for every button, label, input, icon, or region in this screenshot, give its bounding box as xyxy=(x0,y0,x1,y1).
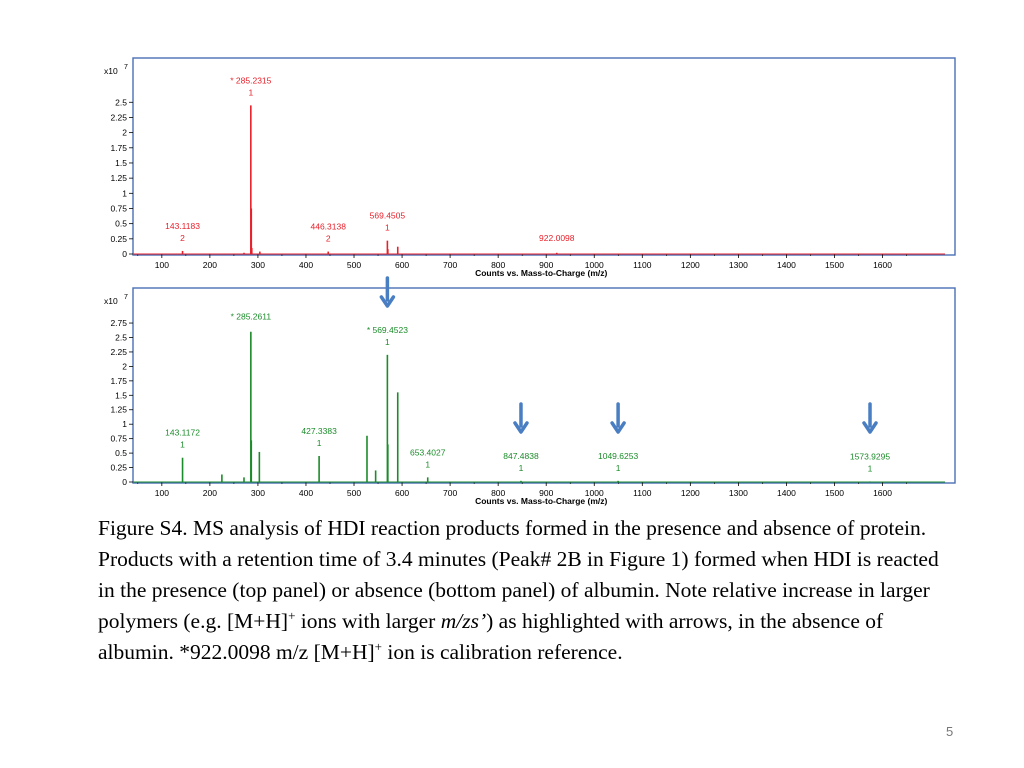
x-axis-label: Counts vs. Mass-to-Charge (m/z) xyxy=(475,268,608,278)
peak-label-mz: 143.1172 xyxy=(165,427,200,438)
peak-label-mz: 446.3138 xyxy=(310,221,346,232)
x-tick-label: 600 xyxy=(394,260,410,270)
exponent-label: x10 xyxy=(104,296,118,306)
x-tick-label: 1200 xyxy=(680,260,700,270)
y-tick-label: 1.75 xyxy=(110,375,127,386)
peak-label-mz: * 569.4523 xyxy=(366,324,408,335)
caption-text-3: ) as highlighted with arrows, in the absence of albumin. *922.0098 m/z [M+H] xyxy=(98,609,884,664)
exponent-power: 7 xyxy=(124,294,128,301)
peak-label-charge: 1 xyxy=(248,87,254,98)
x-tick-label: 1200 xyxy=(680,488,700,498)
x-tick-label: 900 xyxy=(539,260,554,270)
x-tick-label: 200 xyxy=(202,260,217,270)
x-tick-label: 900 xyxy=(539,488,554,498)
x-tick-label: 1500 xyxy=(825,488,844,498)
highlight-arrow-icon xyxy=(864,404,876,432)
exponent-label: x10 xyxy=(104,66,118,76)
peak-label-mz: * 285.2315 xyxy=(230,75,272,86)
x-tick-label: 100 xyxy=(154,488,169,498)
y-tick-label: 1.5 xyxy=(115,390,127,401)
bottom-panel-spectrum xyxy=(0,282,1024,512)
page-number: 5 xyxy=(946,724,954,739)
y-tick-label: 1 xyxy=(122,419,127,430)
peak-label-charge: 1 xyxy=(518,462,524,473)
x-tick-label: 1600 xyxy=(873,488,892,498)
caption-superscript-1: + xyxy=(288,607,296,623)
y-tick-label: 2.25 xyxy=(110,112,127,123)
x-tick-label: 1600 xyxy=(873,260,892,270)
y-tick-label: 2.75 xyxy=(110,318,127,329)
x-tick-label: 200 xyxy=(202,488,217,498)
x-tick-label: 700 xyxy=(443,260,458,270)
x-tick-label: 300 xyxy=(250,260,266,270)
x-tick-label: 300 xyxy=(250,488,266,498)
y-tick-label: 0.5 xyxy=(115,218,127,229)
y-tick-label: 0 xyxy=(122,249,127,259)
plot-frame xyxy=(133,58,955,255)
top-panel-spectrum xyxy=(0,50,1024,282)
peak-label-charge: 2 xyxy=(325,233,331,244)
x-tick-label: 1000 xyxy=(584,488,604,498)
peak-label-mz: 1573.9295 xyxy=(849,451,891,462)
y-tick-label: 0.5 xyxy=(115,448,127,459)
x-tick-label: 1400 xyxy=(776,260,796,270)
x-tick-label: 1100 xyxy=(633,488,652,498)
caption-italic: m/zs’ xyxy=(440,609,487,633)
peak-label-charge: 1 xyxy=(180,439,185,450)
peak-label-charge: 1 xyxy=(385,222,390,233)
figure-caption xyxy=(98,513,948,668)
x-tick-label: 1300 xyxy=(728,488,748,498)
peak-label-charge: 1 xyxy=(425,459,431,470)
y-tick-label: 1.75 xyxy=(110,142,127,153)
highlight-arrow-icon xyxy=(612,404,624,432)
x-tick-label: 1000 xyxy=(584,260,604,270)
x-tick-label: 500 xyxy=(346,260,362,270)
y-tick-label: 0.25 xyxy=(110,233,127,244)
x-tick-label: 1500 xyxy=(825,260,844,270)
y-tick-label: 2 xyxy=(122,361,127,372)
exponent-power: 7 xyxy=(124,64,128,71)
y-tick-label: 0.25 xyxy=(110,462,127,473)
highlight-arrow-icon xyxy=(515,404,527,432)
x-tick-label: 1300 xyxy=(728,260,748,270)
y-tick-label: 1.5 xyxy=(115,157,127,168)
y-tick-label: 0 xyxy=(122,477,127,487)
y-tick-label: 0.75 xyxy=(110,433,127,444)
peak-label-charge: 1 xyxy=(316,437,322,448)
x-tick-label: 500 xyxy=(346,488,362,498)
x-tick-label: 800 xyxy=(491,260,506,270)
caption-text-1: Figure S4. MS analysis of HDI reaction products formed in the presence and absence of protein. Products with a retention time of 3.4 minutes (Peak# 2B in Figure 1) formed when HDI is reacted in the presence (top panel) or absence (bottom panel) of albumin. Note relative increase in larger polymers (e.g. [M+H] xyxy=(98,516,939,633)
peak-label-charge: 2 xyxy=(180,232,185,243)
x-tick-label: 1400 xyxy=(776,488,796,498)
peak-label-mz: 427.3383 xyxy=(301,425,337,436)
y-tick-label: 1.25 xyxy=(110,404,127,415)
x-tick-label: 400 xyxy=(298,260,314,270)
x-tick-label: 100 xyxy=(154,260,169,270)
caption-superscript-2: + xyxy=(374,638,383,654)
peak-label-charge: 1 xyxy=(867,463,873,474)
peak-label-mz: 847.4838 xyxy=(503,450,539,461)
x-tick-label: 800 xyxy=(491,488,506,498)
y-tick-label: 1 xyxy=(122,188,127,199)
peak-label-charge: 1 xyxy=(385,336,390,347)
y-tick-label: 2.25 xyxy=(110,346,127,357)
caption-text-4: ion is calibration reference. xyxy=(382,640,623,664)
x-tick-label: 700 xyxy=(443,488,458,498)
highlight-arrow-icon xyxy=(381,278,393,306)
x-tick-label: 600 xyxy=(394,488,410,498)
peak-label-mz: 143.1183 xyxy=(165,220,200,231)
caption-text-2: ions with larger xyxy=(295,609,441,633)
peak-label-mz: 922.0098 xyxy=(539,232,575,243)
peak-label-charge: 1 xyxy=(615,462,621,473)
peak-label-mz: * 285.2611 xyxy=(230,311,272,322)
peak-label-mz: 569.4505 xyxy=(369,210,406,221)
y-tick-label: 2 xyxy=(122,127,127,138)
y-tick-label: 0.75 xyxy=(110,203,127,214)
y-tick-label: 2.5 xyxy=(115,332,127,343)
x-tick-label: 400 xyxy=(298,488,314,498)
y-tick-label: 1.25 xyxy=(110,173,127,184)
peak-label-mz: 1049.6253 xyxy=(598,450,639,461)
x-axis-label: Counts vs. Mass-to-Charge (m/z) xyxy=(475,496,608,506)
peak-label-mz: 653.4027 xyxy=(409,447,446,458)
x-tick-label: 1100 xyxy=(633,260,652,270)
y-tick-label: 2.5 xyxy=(115,97,127,108)
